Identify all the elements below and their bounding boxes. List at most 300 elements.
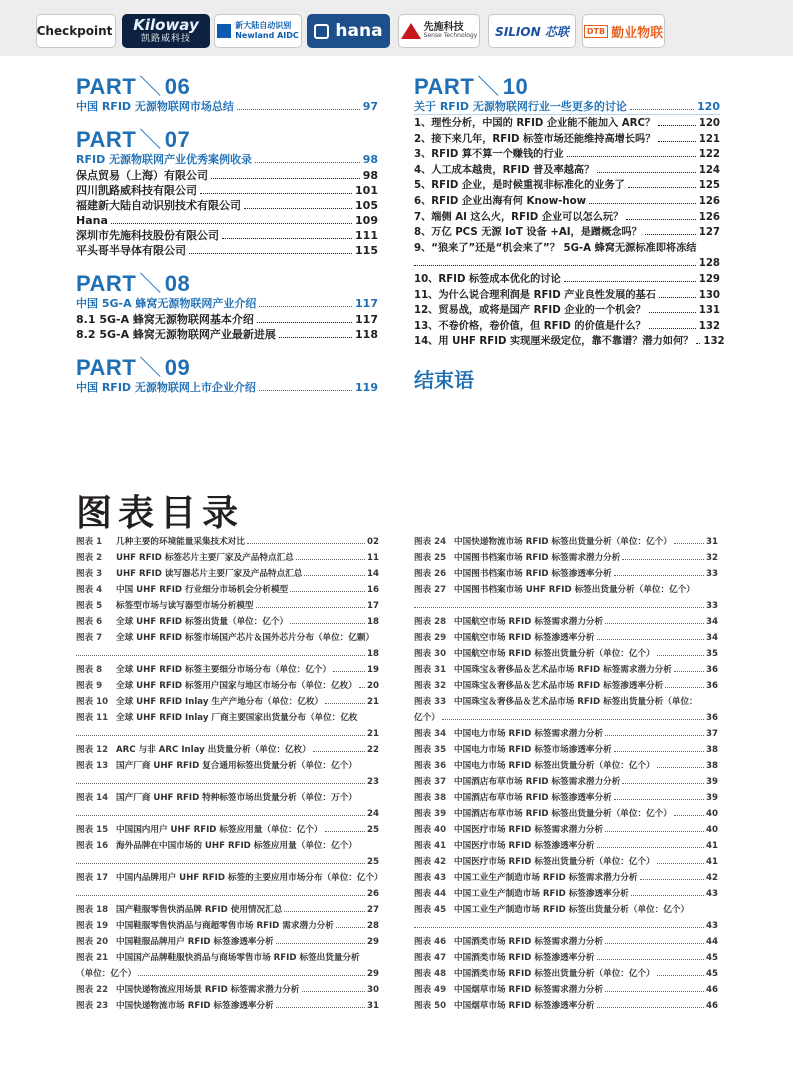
toc-entry[interactable] [414, 272, 720, 288]
dot-leader [336, 927, 365, 928]
figure-entry[interactable] [414, 758, 718, 774]
toc-entry-page: 109 [355, 214, 378, 227]
dot-leader [290, 623, 365, 624]
dot-leader [276, 1007, 365, 1008]
dot-leader [211, 178, 360, 179]
figure-list-right [414, 534, 718, 1014]
dot-leader [657, 975, 704, 976]
figure-page: 40 [706, 825, 718, 835]
dot-leader [76, 863, 365, 864]
figure-page: 22 [367, 745, 379, 755]
dot-leader [674, 543, 704, 544]
figure-page: 43 [706, 889, 718, 899]
figure-list-title: 图表目录 [76, 493, 245, 534]
figure-number: 图表 16 [76, 841, 109, 851]
figure-entry[interactable] [414, 678, 718, 694]
kiloway-logo-cn: 凯路威科技 [140, 34, 191, 44]
toc-entry[interactable] [414, 334, 725, 350]
figure-number: 图表 11 [76, 713, 109, 723]
toc-entry[interactable] [414, 163, 720, 179]
toc-entry-page: 101 [355, 184, 378, 197]
toc-entry-page: 129 [698, 273, 720, 285]
figure-title: 中国酒店布草市场 RFID 标签出货量分析（单位：亿个） [454, 809, 672, 819]
newland-logo-en: Newland AIDC [235, 31, 299, 40]
part-title-entry[interactable]: 中国 RFID 无源物联网上市企业介绍 119 [76, 381, 378, 394]
figure-number: 图表 33 [414, 697, 447, 707]
toc-part-10 [414, 74, 725, 393]
dot-leader [138, 975, 365, 976]
figure-entry-continuation[interactable] [76, 806, 379, 822]
figure-entry[interactable] [76, 934, 379, 950]
toc-entry[interactable] [76, 312, 378, 327]
figure-entry[interactable] [76, 678, 379, 694]
sense-logo-cn: 先施科技 [423, 22, 464, 34]
toc-entry[interactable] [414, 319, 720, 335]
dot-leader [605, 943, 704, 944]
figure-entry[interactable] [76, 822, 379, 838]
figure-entry[interactable] [414, 646, 718, 662]
figure-page: 18 [367, 649, 379, 659]
figure-number: 图表 18 [76, 905, 109, 915]
figure-number: 图表 32 [414, 681, 447, 691]
figure-page: 21 [367, 697, 379, 707]
figure-entry-continuation[interactable] [414, 918, 718, 934]
figure-entry[interactable] [414, 662, 718, 678]
toc-entry[interactable] [414, 178, 720, 194]
figure-number: 图表 25 [414, 553, 447, 563]
figure-page: 32 [706, 553, 718, 563]
part-heading: PART ＼ 06 [76, 74, 191, 99]
figure-number: 图表 50 [414, 1001, 447, 1011]
figure-title: 中国医疗市场 RFID 标签出货量分析（单位：亿个） [454, 857, 655, 867]
dot-leader [76, 815, 365, 816]
figure-entry[interactable] [76, 742, 379, 758]
figure-entry-continuation[interactable] [76, 886, 379, 902]
figure-entry[interactable] [76, 870, 383, 886]
figure-number: 图表 13 [76, 761, 109, 771]
toc-entry[interactable] [414, 194, 720, 210]
toc-entry-title: 13、不卷价格，卷价值，但 RFID 的价值是什么？ [414, 320, 646, 332]
figure-number: 图表 44 [414, 889, 447, 899]
figure-entry[interactable] [414, 838, 718, 854]
figure-title: 国产厂商 UHF RFID 复合通用标签出货量分析（单位：亿个） [116, 761, 357, 771]
toc-part-08 [76, 273, 378, 342]
figure-entry[interactable] [414, 854, 718, 870]
figure-page: 27 [367, 905, 379, 915]
dot-leader [696, 343, 700, 344]
figure-title: 中国医疗市场 RFID 标签需求潜力分析 [454, 825, 604, 835]
figure-title: 中国快递物流应用场景 RFID 标签需求潜力分析 [116, 985, 300, 995]
figure-page: 41 [706, 857, 718, 867]
figure-title: 中国图书档案市场 RFID 标签需求潜力分析 [454, 553, 621, 563]
kiloway-logo-en: Kiloway [133, 16, 199, 34]
figure-page: 35 [706, 649, 718, 659]
toc-entry-title: 4、人工成本越贵，RFID 普及率越高？ [414, 164, 595, 176]
toc-entry-title: 8.2 5G-A 蜂窝无源物联网产业最新进展 [76, 328, 276, 341]
figure-page: 24 [367, 809, 379, 819]
toc-part-09 [76, 357, 378, 395]
figure-entry[interactable] [414, 790, 718, 806]
toc-entry-title: 福建新大陆自动识别技术有限公司 [76, 199, 241, 212]
figure-entry[interactable] [414, 630, 718, 646]
toc-entry[interactable] [414, 132, 720, 148]
figure-entry[interactable] [76, 838, 379, 854]
figure-page: 43 [706, 921, 718, 931]
figure-entry[interactable] [76, 630, 379, 646]
figure-title-continuation: 亿个） [414, 713, 440, 723]
figure-title: 中国工业生产制造市场 RFID 标签渗透率分析 [454, 889, 629, 899]
part-heading: PART ＼ 07 [76, 127, 191, 152]
toc-entry-page: 115 [355, 244, 378, 257]
dot-leader [657, 863, 704, 864]
figure-number: 图表 1 [76, 537, 103, 547]
toc-left-column [76, 76, 378, 410]
dot-leader [200, 193, 352, 194]
dot-leader [614, 575, 704, 576]
dot-leader [257, 322, 352, 323]
figure-entry[interactable] [76, 662, 379, 678]
dot-leader [564, 281, 696, 282]
toc-entry-title: 6、RFID 企业出海有何 Know-how [414, 195, 586, 207]
figure-entry[interactable] [76, 950, 379, 966]
figure-number: 图表 35 [414, 745, 447, 755]
figure-number: 图表 23 [76, 1001, 109, 1011]
figure-title: 标签型市场与读写器型市场分析模型 [116, 601, 254, 611]
dot-leader [256, 607, 366, 608]
dot-leader [296, 559, 365, 560]
figure-entry-continuation[interactable] [76, 854, 379, 870]
figure-title: 中国医疗市场 RFID 标签渗透率分析 [454, 841, 595, 851]
figure-title: 全球 UHF RFID 标签主要细分市场分布（单位：亿个） [116, 665, 332, 675]
dot-leader [276, 943, 365, 944]
figure-number: 图表 15 [76, 825, 109, 835]
dot-leader [614, 751, 704, 752]
figure-page: 28 [367, 921, 379, 931]
figure-page: 36 [706, 713, 718, 723]
dot-leader [247, 543, 365, 544]
figure-page: 21 [367, 729, 379, 739]
figure-number: 图表 8 [76, 665, 103, 675]
figure-entry[interactable] [414, 902, 718, 918]
dot-leader [657, 767, 704, 768]
figure-number: 图表 45 [414, 905, 447, 915]
figure-page: 39 [706, 777, 718, 787]
part-title-entry[interactable]: 关于 RFID 无源物联网行业一些更多的讨论 120 [414, 100, 720, 113]
figure-entry-continuation[interactable] [76, 966, 379, 982]
toc-entry-title: 平头哥半导体有限公司 [76, 244, 186, 257]
part-heading: PART ＼ 10 [414, 74, 529, 99]
toc-entry-page: 126 [698, 211, 720, 223]
figure-entry-continuation[interactable] [76, 646, 379, 662]
toc-entry-page: 132 [698, 320, 720, 332]
figure-number: 图表 19 [76, 921, 109, 931]
dot-leader [313, 751, 365, 752]
dot-leader [325, 703, 365, 704]
dot-leader [414, 927, 704, 928]
figure-title: 中国快递物流市场 RFID 标签出货量分析（单位：亿个） [454, 537, 672, 547]
toc-entry-title: 四川凯路威科技有限公司 [76, 184, 197, 197]
toc-entry[interactable] [414, 147, 720, 163]
figure-title: 国产鞋服零售快消品牌 RFID 使用情况汇总 [116, 905, 283, 915]
figure-entry[interactable] [414, 566, 718, 582]
figure-number: 图表 43 [414, 873, 447, 883]
figure-entry[interactable] [76, 790, 379, 806]
dot-leader [626, 219, 695, 220]
figure-entry-continuation[interactable] [414, 598, 718, 614]
figure-entry[interactable] [76, 998, 379, 1014]
figure-page: 33 [706, 601, 718, 611]
figure-page: 26 [367, 889, 379, 899]
figure-number: 图表 10 [76, 697, 109, 707]
dot-leader [76, 783, 365, 784]
figure-title: 全球 UHF RFID 标签用户国家与地区市场分布（单位：亿枚） [116, 681, 357, 691]
part-title-entry[interactable]: RFID 无源物联网产业优秀案例收录 98 [76, 153, 378, 166]
dot-leader [605, 831, 704, 832]
dot-leader [325, 831, 366, 832]
toc-entry-page: 127 [698, 227, 720, 239]
dot-leader [304, 575, 365, 576]
toc-entry-title: 14、用 UHF RFID 实现厘米级定位，靠不靠谱？潜力如何？ [414, 336, 694, 348]
toc-entry[interactable] [76, 228, 378, 243]
figure-number: 图表 27 [414, 585, 447, 595]
figure-list-left [76, 534, 383, 1014]
toc-entry-title: 8.1 5G-A 蜂窝无源物联网基本介绍 [76, 313, 254, 326]
figure-entry-continuation[interactable] [76, 726, 379, 742]
figure-number: 图表 17 [76, 873, 109, 883]
figure-entry[interactable] [76, 758, 379, 774]
dtb-badge: DTB [584, 25, 608, 38]
figure-number: 图表 24 [414, 537, 447, 547]
dot-leader [333, 671, 365, 672]
figure-number: 图表 36 [414, 761, 447, 771]
figure-title: 中国酒类市场 RFID 标签出货量分析（单位：亿个） [454, 969, 655, 979]
dot-leader [589, 203, 696, 204]
dot-leader [674, 671, 704, 672]
part-title-entry[interactable]: 中国 RFID 无源物联网市场总结 97 [76, 100, 378, 113]
dot-leader [597, 1007, 705, 1008]
toc-entry[interactable] [76, 213, 378, 228]
figure-page: 40 [706, 809, 718, 819]
figure-entry[interactable] [414, 582, 718, 598]
figure-entry-continuation[interactable] [76, 774, 379, 790]
dot-leader [76, 735, 365, 736]
figure-title: 中国国产品牌鞋服快消品与商场零售市场 RFID 标签出货量分析 [116, 953, 360, 963]
figure-number: 图表 37 [414, 777, 447, 787]
toc-entry[interactable] [414, 116, 720, 132]
figure-entry[interactable] [414, 614, 718, 630]
newland-logo-cn: 新大陆自动识别 [235, 21, 292, 31]
figure-title: 中国电力市场 RFID 标签市场渗透率分析 [454, 745, 612, 755]
toc-entry[interactable] [414, 288, 720, 304]
toc-entry-page: 111 [355, 229, 378, 242]
figure-number: 图表 26 [414, 569, 447, 579]
silion-logo-text: SILION 芯联 [495, 24, 569, 39]
figure-entry[interactable] [414, 534, 718, 550]
toc-entry-continuation[interactable]: 128 [414, 256, 720, 272]
figure-title: 中国电力市场 RFID 标签需求潜力分析 [454, 729, 604, 739]
dot-leader [359, 687, 365, 688]
figure-title: 中国航空市场 RFID 标签需求潜力分析 [454, 617, 604, 627]
figure-title: 海外品牌在中国市场的 UHF RFID 标签应用量（单位：亿个） [116, 841, 357, 851]
figure-number: 图表 22 [76, 985, 109, 995]
figure-number: 图表 2 [76, 553, 103, 563]
figure-number: 图表 42 [414, 857, 447, 867]
dot-leader [290, 591, 365, 592]
figure-page: 02 [367, 537, 379, 547]
toc-entry-title: 1、理性分析，中国的 RFID 企业能不能加入 ARC？ [414, 118, 656, 129]
figure-title: 全球 UHF RFID 标签市场国产芯片＆国外芯片分布（单位：亿颗） [116, 633, 375, 643]
figure-title: 中国图书档案市场 RFID 标签渗透率分析 [454, 569, 612, 579]
figure-number: 图表 4 [76, 585, 103, 595]
figure-number: 图表 40 [414, 825, 447, 835]
dot-leader [631, 895, 704, 896]
silion-logo [488, 14, 576, 48]
hana-logo-text: hana [335, 21, 383, 41]
toc-entry-title: 5、RFID 企业，是时候重视非标准化的业务了 [414, 180, 625, 192]
figure-entry[interactable] [414, 998, 718, 1014]
figure-title: 中国快递物流市场 RFID 标签渗透率分析 [116, 1001, 274, 1011]
toc-entry-title: 10、RFID 标签成本优化的讨论 [414, 273, 561, 285]
toc-entry-page: 98 [362, 169, 378, 182]
toc-entry[interactable] [76, 183, 378, 198]
toc-entry[interactable] [76, 198, 378, 213]
figure-entry[interactable] [414, 694, 718, 710]
figure-page: 18 [367, 617, 379, 627]
figure-title: 中国国内用户 UHF RFID 标签应用量（单位：亿个） [116, 825, 323, 835]
figure-page: 42 [706, 873, 718, 883]
dot-leader [111, 223, 352, 224]
toc-entry[interactable] [414, 303, 720, 319]
figure-entry[interactable] [414, 742, 718, 758]
toc-entry-page: 118 [355, 328, 378, 341]
figure-entry[interactable] [76, 710, 379, 726]
figure-title: 中国酒店布草市场 RFID 标签需求潜力分析 [454, 777, 621, 787]
dot-leader [76, 895, 365, 896]
toc-entry-title: 12、贸易战，或将是国产 RFID 企业的一个机会？ [414, 305, 646, 317]
figure-number: 图表 9 [76, 681, 103, 691]
figure-page: 34 [706, 617, 718, 627]
figure-entry[interactable] [414, 934, 718, 950]
figure-title: 中国珠宝＆奢侈品＆艺术品市场 RFID 标签渗透率分析 [454, 681, 664, 691]
figure-title: 中国酒类市场 RFID 标签需求潜力分析 [454, 937, 604, 947]
figure-number: 图表 47 [414, 953, 447, 963]
toc-entry[interactable] [414, 225, 720, 241]
figure-page: 37 [706, 729, 718, 739]
figure-entry[interactable] [414, 982, 718, 998]
part07-items [76, 168, 378, 258]
figure-page: 41 [706, 841, 718, 851]
part10-items [414, 116, 720, 241]
figure-number: 图表 34 [414, 729, 447, 739]
figure-title: 中国鞋服品牌用户 RFID 标签渗透率分析 [116, 937, 274, 947]
toc-entry[interactable] [76, 243, 378, 258]
figure-page: 20 [367, 681, 379, 691]
figure-page: 16 [367, 585, 379, 595]
toc-entry-title: Hana [76, 214, 108, 227]
figure-number: 图表 31 [414, 665, 447, 675]
dot-leader [605, 735, 704, 736]
figure-entry[interactable] [414, 950, 718, 966]
part-title-entry[interactable]: 中国 5G-A 蜂窝无源物联网产业介绍 117 [76, 297, 378, 310]
figure-entry[interactable] [414, 550, 718, 566]
figure-title: 中国烟草市场 RFID 标签需求潜力分析 [454, 985, 604, 995]
figure-entry[interactable] [414, 966, 718, 982]
figure-entry[interactable] [414, 886, 718, 902]
toc-entry-page: 132 [703, 336, 725, 348]
figure-entry[interactable] [76, 918, 379, 934]
figure-entry[interactable] [414, 774, 718, 790]
dot-leader [189, 253, 352, 254]
toc-entry-title: 保点贸易（上海）有限公司 [76, 169, 208, 182]
toc-entry[interactable] [76, 327, 378, 342]
figure-page: 33 [706, 569, 718, 579]
figure-page: 46 [706, 985, 718, 995]
figure-title: 几种主要的环境能量采集技术对比 [116, 537, 245, 547]
figure-entry[interactable] [76, 566, 379, 582]
figure-page: 17 [367, 601, 379, 611]
conclusion-heading[interactable]: 结束语 [414, 367, 474, 392]
figure-page: 31 [367, 1001, 379, 1011]
toc-entry[interactable] [76, 168, 378, 183]
figure-entry[interactable] [76, 694, 379, 710]
figure-page: 29 [367, 969, 379, 979]
part-heading: PART ＼ 08 [76, 271, 191, 296]
figure-title: 中国内品牌用户 UHF RFID 标签的主要应用市场分布（单位：亿个） [116, 873, 383, 883]
figure-page: 25 [367, 825, 379, 835]
dot-leader [614, 799, 704, 800]
figure-entry[interactable] [414, 726, 718, 742]
dot-leader [567, 156, 696, 157]
figure-title: 中国酒店布草市场 RFID 标签渗透率分析 [454, 793, 612, 803]
figure-page: 36 [706, 665, 718, 675]
figure-entry[interactable] [76, 614, 379, 630]
figure-title: 中国烟草市场 RFID 标签渗透率分析 [454, 1001, 595, 1011]
dot-leader [597, 847, 705, 848]
toc-entry-page: 131 [698, 305, 720, 317]
figure-number: 图表 20 [76, 937, 109, 947]
partner-logo-bar [0, 0, 793, 56]
toc-entry-page: 105 [355, 199, 378, 212]
figure-title: 中国酒类市场 RFID 标签渗透率分析 [454, 953, 595, 963]
figure-page: 46 [706, 1001, 718, 1011]
figure-page: 45 [706, 969, 718, 979]
toc-entry[interactable]: 9、“狼来了”还是“机会来了”？ 5G-A 蜂窝无源标准即将冻结 [414, 242, 697, 254]
figure-number: 图表 30 [414, 649, 447, 659]
figure-entry[interactable] [76, 982, 379, 998]
dot-leader [649, 312, 696, 313]
figure-entry[interactable] [414, 870, 718, 886]
toc-entry-page: 126 [698, 195, 720, 207]
figure-entry[interactable] [76, 902, 379, 918]
dot-leader [640, 879, 705, 880]
figure-number: 图表 7 [76, 633, 103, 643]
figure-entry-continuation[interactable] [414, 710, 718, 726]
figure-title: 全球 UHF RFID 标签出货量（单位：亿个） [116, 617, 289, 627]
figure-entry[interactable] [76, 582, 379, 598]
figure-entry[interactable] [76, 550, 379, 566]
sense-logo-en: Sense Technology [423, 32, 478, 40]
figure-title: 中国 UHF RFID 行业细分市场机会分析模型 [116, 585, 289, 595]
figure-entry[interactable] [414, 822, 718, 838]
toc-entry-page: 130 [698, 289, 720, 301]
figure-entry[interactable] [76, 598, 379, 614]
figure-entry[interactable] [76, 534, 379, 550]
toc-entry-page: 120 [698, 118, 720, 129]
toc-entry[interactable] [414, 210, 720, 226]
figure-title: 中国工业生产制造市场 RFID 标签需求潜力分析 [454, 873, 638, 883]
figure-entry[interactable] [414, 806, 718, 822]
figure-title: UHF RFID 读写器芯片主要厂家及产品特点汇总 [116, 569, 303, 579]
